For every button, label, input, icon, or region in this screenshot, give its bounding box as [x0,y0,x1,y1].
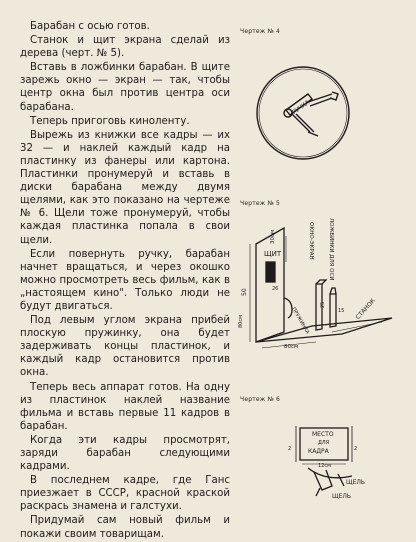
shield-label: ЩИТ [264,250,282,258]
paragraph: Вырежь из книжки все кадры — их 32 — и наклей каждый кадр на пластинку из фанеры или картона. Пластинки пронумеруй и вставь в диски барабана между двумя щелями, как это показано на чертеже № 6. Щели тоже пронумеруй, чтобы каждая пластинка попала в свои щели. [20,129,230,246]
dim-50: 50 [241,288,248,296]
slot-label-1: ЩЕЛЬ [346,479,365,486]
figure-4-caption: Чертеж № 4 [240,28,281,35]
dim-80cm-bottom: 80см [284,344,299,350]
paragraph: Когда эти кадры просмотрят, заряди барабан следующими кадрами. [20,434,230,473]
frame-box-line1: МЕСТО [312,431,334,438]
instructions-text [20,20,230,542]
figure-4-drawing [248,58,358,168]
figure-5-drawing [232,214,402,354]
paragraph: Теперь пригоговь киноленту. [30,115,190,127]
paragraph: Станок и щит экрана сделай из дерева (черт. № 5). [20,35,230,60]
dim-12cm: 12см [318,463,331,469]
groove-label: ЛОЖБИНКИ ДЛЯ ОСИ [328,218,334,281]
dim-15: 15 [338,308,345,314]
paragraph: Придумай сам новый фильм и покажи своим товарищам. [20,515,230,540]
spring-label: ПРУЖИНКА [290,306,311,336]
dim-2a: 2 [288,446,292,452]
window-label: ОКНО-ЭКРАН [308,222,314,260]
dim-80cm-left: 80см [238,315,244,328]
paragraph: Теперь весь аппарат готов. На одну из пластинок наклей название фильма и вставь первые 11 кадров в барабан. [20,381,230,432]
handle-label: РУЧКА [291,98,312,117]
figure-5-caption: Чертеж № 5 [240,200,281,207]
frame-box-line2: ДЛЯ [318,440,330,446]
figure-6-drawing [286,426,386,506]
slot-label-2: ЩЕЛЬ [332,493,351,500]
dim-2b: 2 [354,446,358,452]
paragraph: Вставь в ложбинки барабан. В щите зарежь окно — экран — так, чтобы центр окна был против центра оси барабана. [20,62,230,113]
paragraph: Если повернуть ручку, барабан начнет вращаться, и через окошко можно просмотреть весь фильм, как в „настоящем кино". Только люди не будут двигаться. [20,248,230,312]
dim-25: 25 [320,301,326,308]
paragraph: Под левым углом экрана прибей плоскую пружинку, она будет задерживать концы пластинок, и каждый кадр остановится против окна. [20,315,230,379]
dim-26: 26 [272,286,279,292]
frame-box-line3: КАДРА [308,448,329,455]
figure-6-caption: Чертеж № 6 [240,396,281,403]
paragraph: В последнем кадре, где Ганс приезжает в СССР, красной краской раскрась знамена и галстухи. [20,475,230,513]
paragraph: Барабан с осью готов. [30,21,150,32]
stand-label: СТАНОК [354,297,377,321]
dim-30cm: 30см [270,229,276,244]
